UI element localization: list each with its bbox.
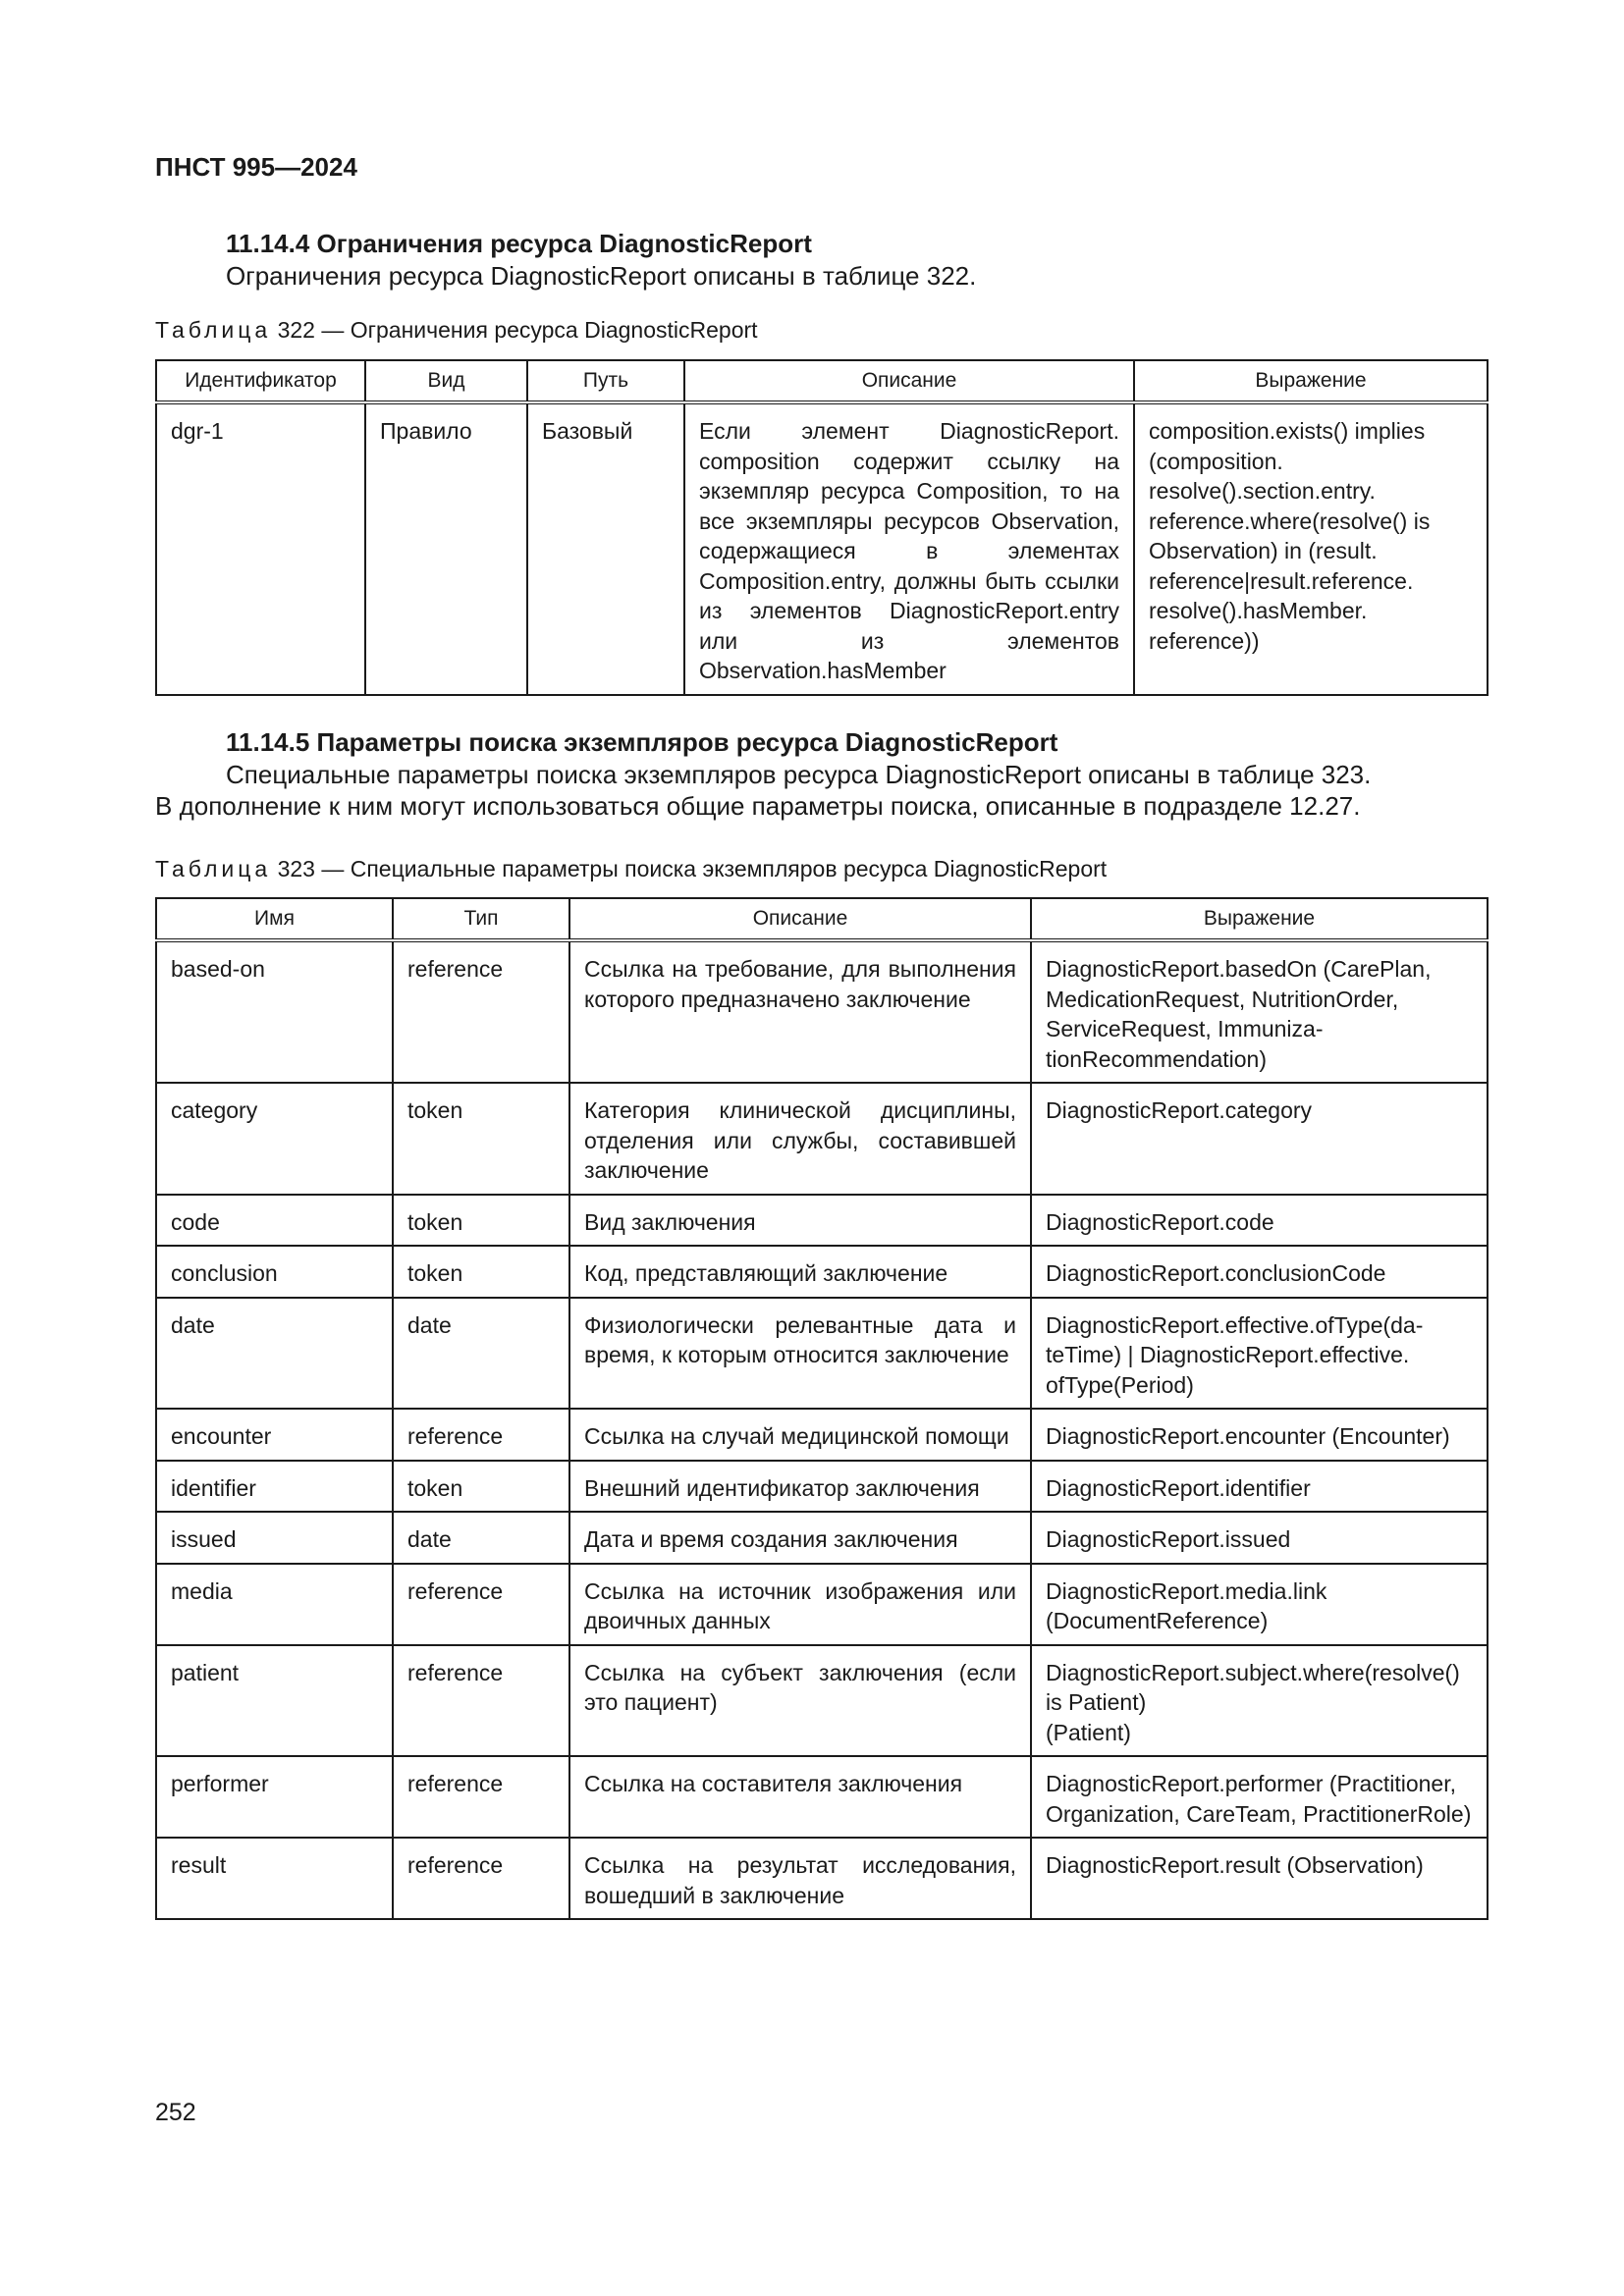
table-cell: dgr-1 (156, 402, 365, 695)
section-text-line-1: Специальные параметры поиска экземпляров ресурса DiagnosticReport описаны в таблице 323. (226, 760, 1372, 789)
table-cell: based-on (156, 940, 393, 1083)
table-cell: Дата и время создания заключения (569, 1512, 1031, 1564)
table-cell: category (156, 1083, 393, 1195)
table-cell: token (393, 1246, 569, 1298)
table-cell: conclusion (156, 1246, 393, 1298)
table-cell: Категория клинической дисциплины, отделения или службы, составившей заключение (569, 1083, 1031, 1195)
table-row (156, 940, 1488, 1083)
table-cell: Код, представляющий заключение (569, 1246, 1031, 1298)
table-cell: date (393, 1298, 569, 1410)
table-cell: reference (393, 1756, 569, 1838)
table-cell: reference (393, 1838, 569, 1919)
table-323 (155, 897, 1489, 1920)
table-row (156, 1645, 1488, 1757)
column-header: Выражение (1031, 898, 1488, 940)
column-header: Описание (684, 360, 1134, 402)
table-row (156, 1756, 1488, 1838)
table-cell: DiagnosticReport.identifier (1031, 1461, 1488, 1513)
table-cell: Ссылка на источник изображения или двоичных данных (569, 1564, 1031, 1645)
table-cell: Правило (365, 402, 527, 695)
table-cell: DiagnosticReport.media.link (DocumentReference) (1031, 1564, 1488, 1645)
table-cell: reference (393, 1645, 569, 1757)
table-cell: token (393, 1461, 569, 1513)
table-cell: token (393, 1083, 569, 1195)
section-text: Ограничения ресурса DiagnosticReport описаны в таблице 322. (226, 261, 977, 291)
table-cell: DiagnosticReport.category (1031, 1083, 1488, 1195)
caption-text: 322 — Ограничения ресурса DiagnosticReport (277, 317, 758, 343)
table-cell: token (393, 1195, 569, 1247)
column-header: Тип (393, 898, 569, 940)
table-cell: media (156, 1564, 393, 1645)
table-cell: DiagnosticReport.subject.where(resolve() is Patient) (Patient) (1031, 1645, 1488, 1757)
table-row (156, 1564, 1488, 1645)
table-row (156, 1461, 1488, 1513)
column-header: Путь (527, 360, 684, 402)
table-cell: Если элемент DiagnosticReport. composition содержит ссылку на экземпляр ресурса Composition, то на все экземпляры ресурсов Observation, содержащиеся в элементах Composition.entry, должны быть ссылки из элементов DiagnosticReport.entry или из элементов Observation.hasMember (684, 402, 1134, 695)
table-cell: DiagnosticReport.performer (Practitioner, Organization, CareTeam, PractitionerRole) (1031, 1756, 1488, 1838)
caption-prefix: Таблица (155, 856, 272, 881)
table-row (156, 1195, 1488, 1247)
section-heading-11-14-5: 11.14.5 Параметры поиска экземпляров ресурса DiagnosticReport (226, 727, 1058, 757)
table-cell: Физиологически релевантные дата и время, к которым относится заключение (569, 1298, 1031, 1410)
table-322-caption (155, 317, 758, 344)
column-header: Описание (569, 898, 1031, 940)
section-heading-11-14-4: 11.14.4 Ограничения ресурса DiagnosticReport (226, 229, 812, 258)
table-cell: patient (156, 1645, 393, 1757)
column-header: Имя (156, 898, 393, 940)
table-cell: result (156, 1838, 393, 1919)
table-cell: reference (393, 1564, 569, 1645)
table-cell: DiagnosticReport.encounter (Encounter) (1031, 1409, 1488, 1461)
table-cell: performer (156, 1756, 393, 1838)
column-header: Выражение (1134, 360, 1488, 402)
table-cell: DiagnosticReport.issued (1031, 1512, 1488, 1564)
document-code: ПНСТ 995—2024 (155, 152, 357, 182)
table-row (156, 1512, 1488, 1564)
table-row (156, 1246, 1488, 1298)
table-cell: DiagnosticReport.result (Observation) (1031, 1838, 1488, 1919)
table-322 (155, 359, 1489, 696)
table-cell: Ссылка на случай медицинской помощи (569, 1409, 1031, 1461)
table-row (156, 402, 1488, 695)
table-cell: identifier (156, 1461, 393, 1513)
table-cell: Базовый (527, 402, 684, 695)
table-row (156, 1838, 1488, 1919)
table-cell: reference (393, 1409, 569, 1461)
table-cell: composition.exists() implies (composition. resolve().section.entry. reference.where(resolve() is Observation) in (result. reference|result.reference. resolve().hasMember. reference)) (1134, 402, 1488, 695)
table-323-caption (155, 856, 1107, 882)
table-cell: issued (156, 1512, 393, 1564)
table-cell: Ссылка на субъект заключения (если это пациент) (569, 1645, 1031, 1757)
table-cell: DiagnosticReport.conclusionCode (1031, 1246, 1488, 1298)
table-cell: Ссылка на результат исследования, вошедший в заключение (569, 1838, 1031, 1919)
table-cell: DiagnosticReport.basedOn (CarePlan, MedicationRequest, NutritionOrder, ServiceRequest, ImmunizationRecommendation) (1031, 940, 1488, 1083)
table-cell: date (156, 1298, 393, 1410)
table-cell: reference (393, 940, 569, 1083)
table-cell: Вид заключения (569, 1195, 1031, 1247)
page-number: 252 (155, 2099, 196, 2126)
column-header: Идентификатор (156, 360, 365, 402)
table-row (156, 1409, 1488, 1461)
caption-prefix: Таблица (155, 317, 272, 343)
table-row (156, 1083, 1488, 1195)
table-cell: DiagnosticReport.effective.ofType(dateTime) | DiagnosticReport.effective. ofType(Period) (1031, 1298, 1488, 1410)
table-row (156, 1298, 1488, 1410)
table-cell: Ссылка на требование, для выполнения которого предназначено заключение (569, 940, 1031, 1083)
table-cell: encounter (156, 1409, 393, 1461)
table-cell: DiagnosticReport.code (1031, 1195, 1488, 1247)
table-cell: Внешний идентификатор заключения (569, 1461, 1031, 1513)
table-cell: code (156, 1195, 393, 1247)
section-text-line-2: В дополнение к ним могут использоваться общие параметры поиска, описанные в подразделе 12.27. (155, 791, 1361, 821)
table-cell: date (393, 1512, 569, 1564)
table-header-row (156, 898, 1488, 940)
column-header: Вид (365, 360, 527, 402)
caption-text: 323 — Специальные параметры поиска экземпляров ресурса DiagnosticReport (277, 856, 1108, 881)
table-header-row (156, 360, 1488, 402)
table-cell: Ссылка на составителя заключения (569, 1756, 1031, 1838)
